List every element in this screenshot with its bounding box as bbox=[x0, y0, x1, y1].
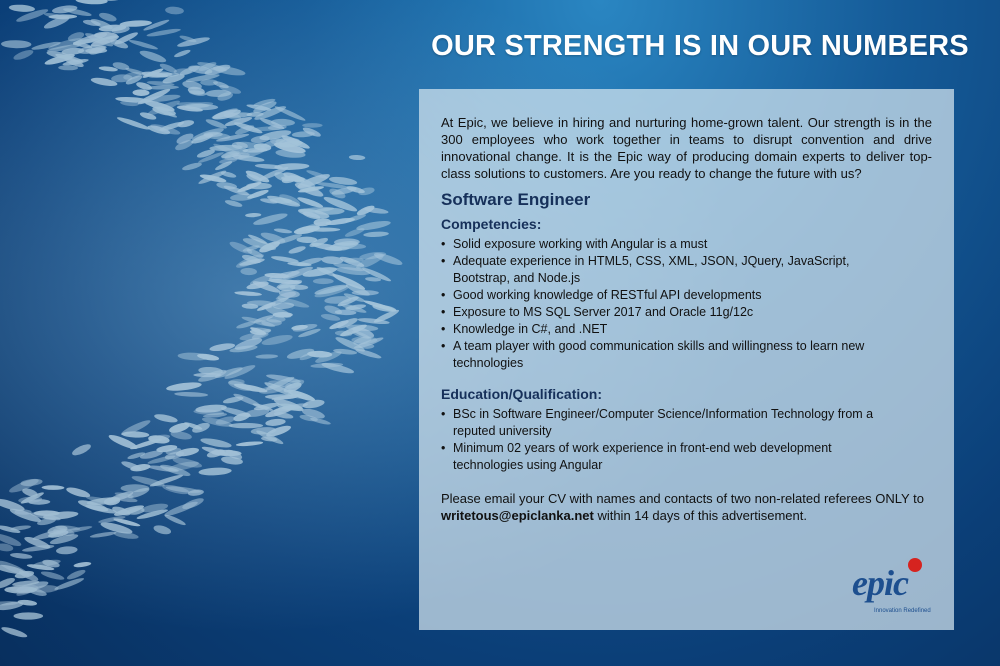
list-item: • Exposure to MS SQL Server 2017 and Oracle 11g/12c bbox=[441, 304, 932, 321]
list-item: • Adequate experience in HTML5, CSS, XML, JSON, JQuery, JavaScript, Bootstrap, and Node.js bbox=[441, 253, 932, 287]
list-item: • A team player with good communication skills and willingness to learn new technologies bbox=[441, 338, 932, 372]
epic-logo bbox=[852, 558, 942, 616]
education-title: Education/Qualification: bbox=[441, 386, 603, 402]
intro-paragraph: At Epic, we believe in hiring and nurturing home-grown talent. Our strength is in the 300 employees who work together in teams to disrupt convention and drive innovational change. It is the Epic way of producing domain experts to deliver top-class solutions to customers. Are you ready to change the future with us? bbox=[441, 115, 932, 181]
list-item: • Good working knowledge of RESTful API developments bbox=[441, 287, 932, 304]
list-item: • Solid exposure working with Angular is a must bbox=[441, 236, 932, 253]
fish-shape bbox=[229, 423, 264, 428]
fish-shape bbox=[302, 123, 322, 128]
job-ad-panel bbox=[419, 89, 954, 630]
competencies-title: Competencies: bbox=[441, 216, 542, 232]
fish-shape bbox=[13, 612, 43, 619]
competencies-list bbox=[441, 236, 932, 372]
fish-shape bbox=[313, 278, 334, 284]
education-list bbox=[441, 406, 932, 474]
headline: OUR STRENGTH IS IN OUR NUMBERS bbox=[431, 30, 969, 62]
logo-tagline: Innovation Redefined bbox=[874, 608, 931, 614]
fish-shape bbox=[273, 312, 293, 318]
job-title: Software Engineer bbox=[441, 190, 591, 209]
apply-instructions bbox=[441, 490, 932, 524]
logo-dot-icon bbox=[908, 558, 922, 572]
fish-shape bbox=[352, 290, 379, 295]
apply-deadline-text: within 14 days of this advertisement. bbox=[593, 508, 807, 523]
apply-email-link[interactable]: writetous@epiclanka.net bbox=[441, 508, 594, 523]
logo-wordmark: epic bbox=[852, 563, 908, 603]
fish-shape bbox=[200, 79, 218, 85]
apply-text: Please email your CV with names and contacts of two non-related referees ONLY to bbox=[441, 491, 924, 506]
list-item: • Minimum 02 years of work experience in front-end web development technologies using Angular bbox=[441, 440, 932, 474]
list-item: • Knowledge in C#, and .NET bbox=[441, 321, 932, 338]
list-item: • BSc in Software Engineer/Computer Science/Information Technology from a reputed university bbox=[441, 406, 932, 440]
fish-shape bbox=[121, 484, 150, 492]
